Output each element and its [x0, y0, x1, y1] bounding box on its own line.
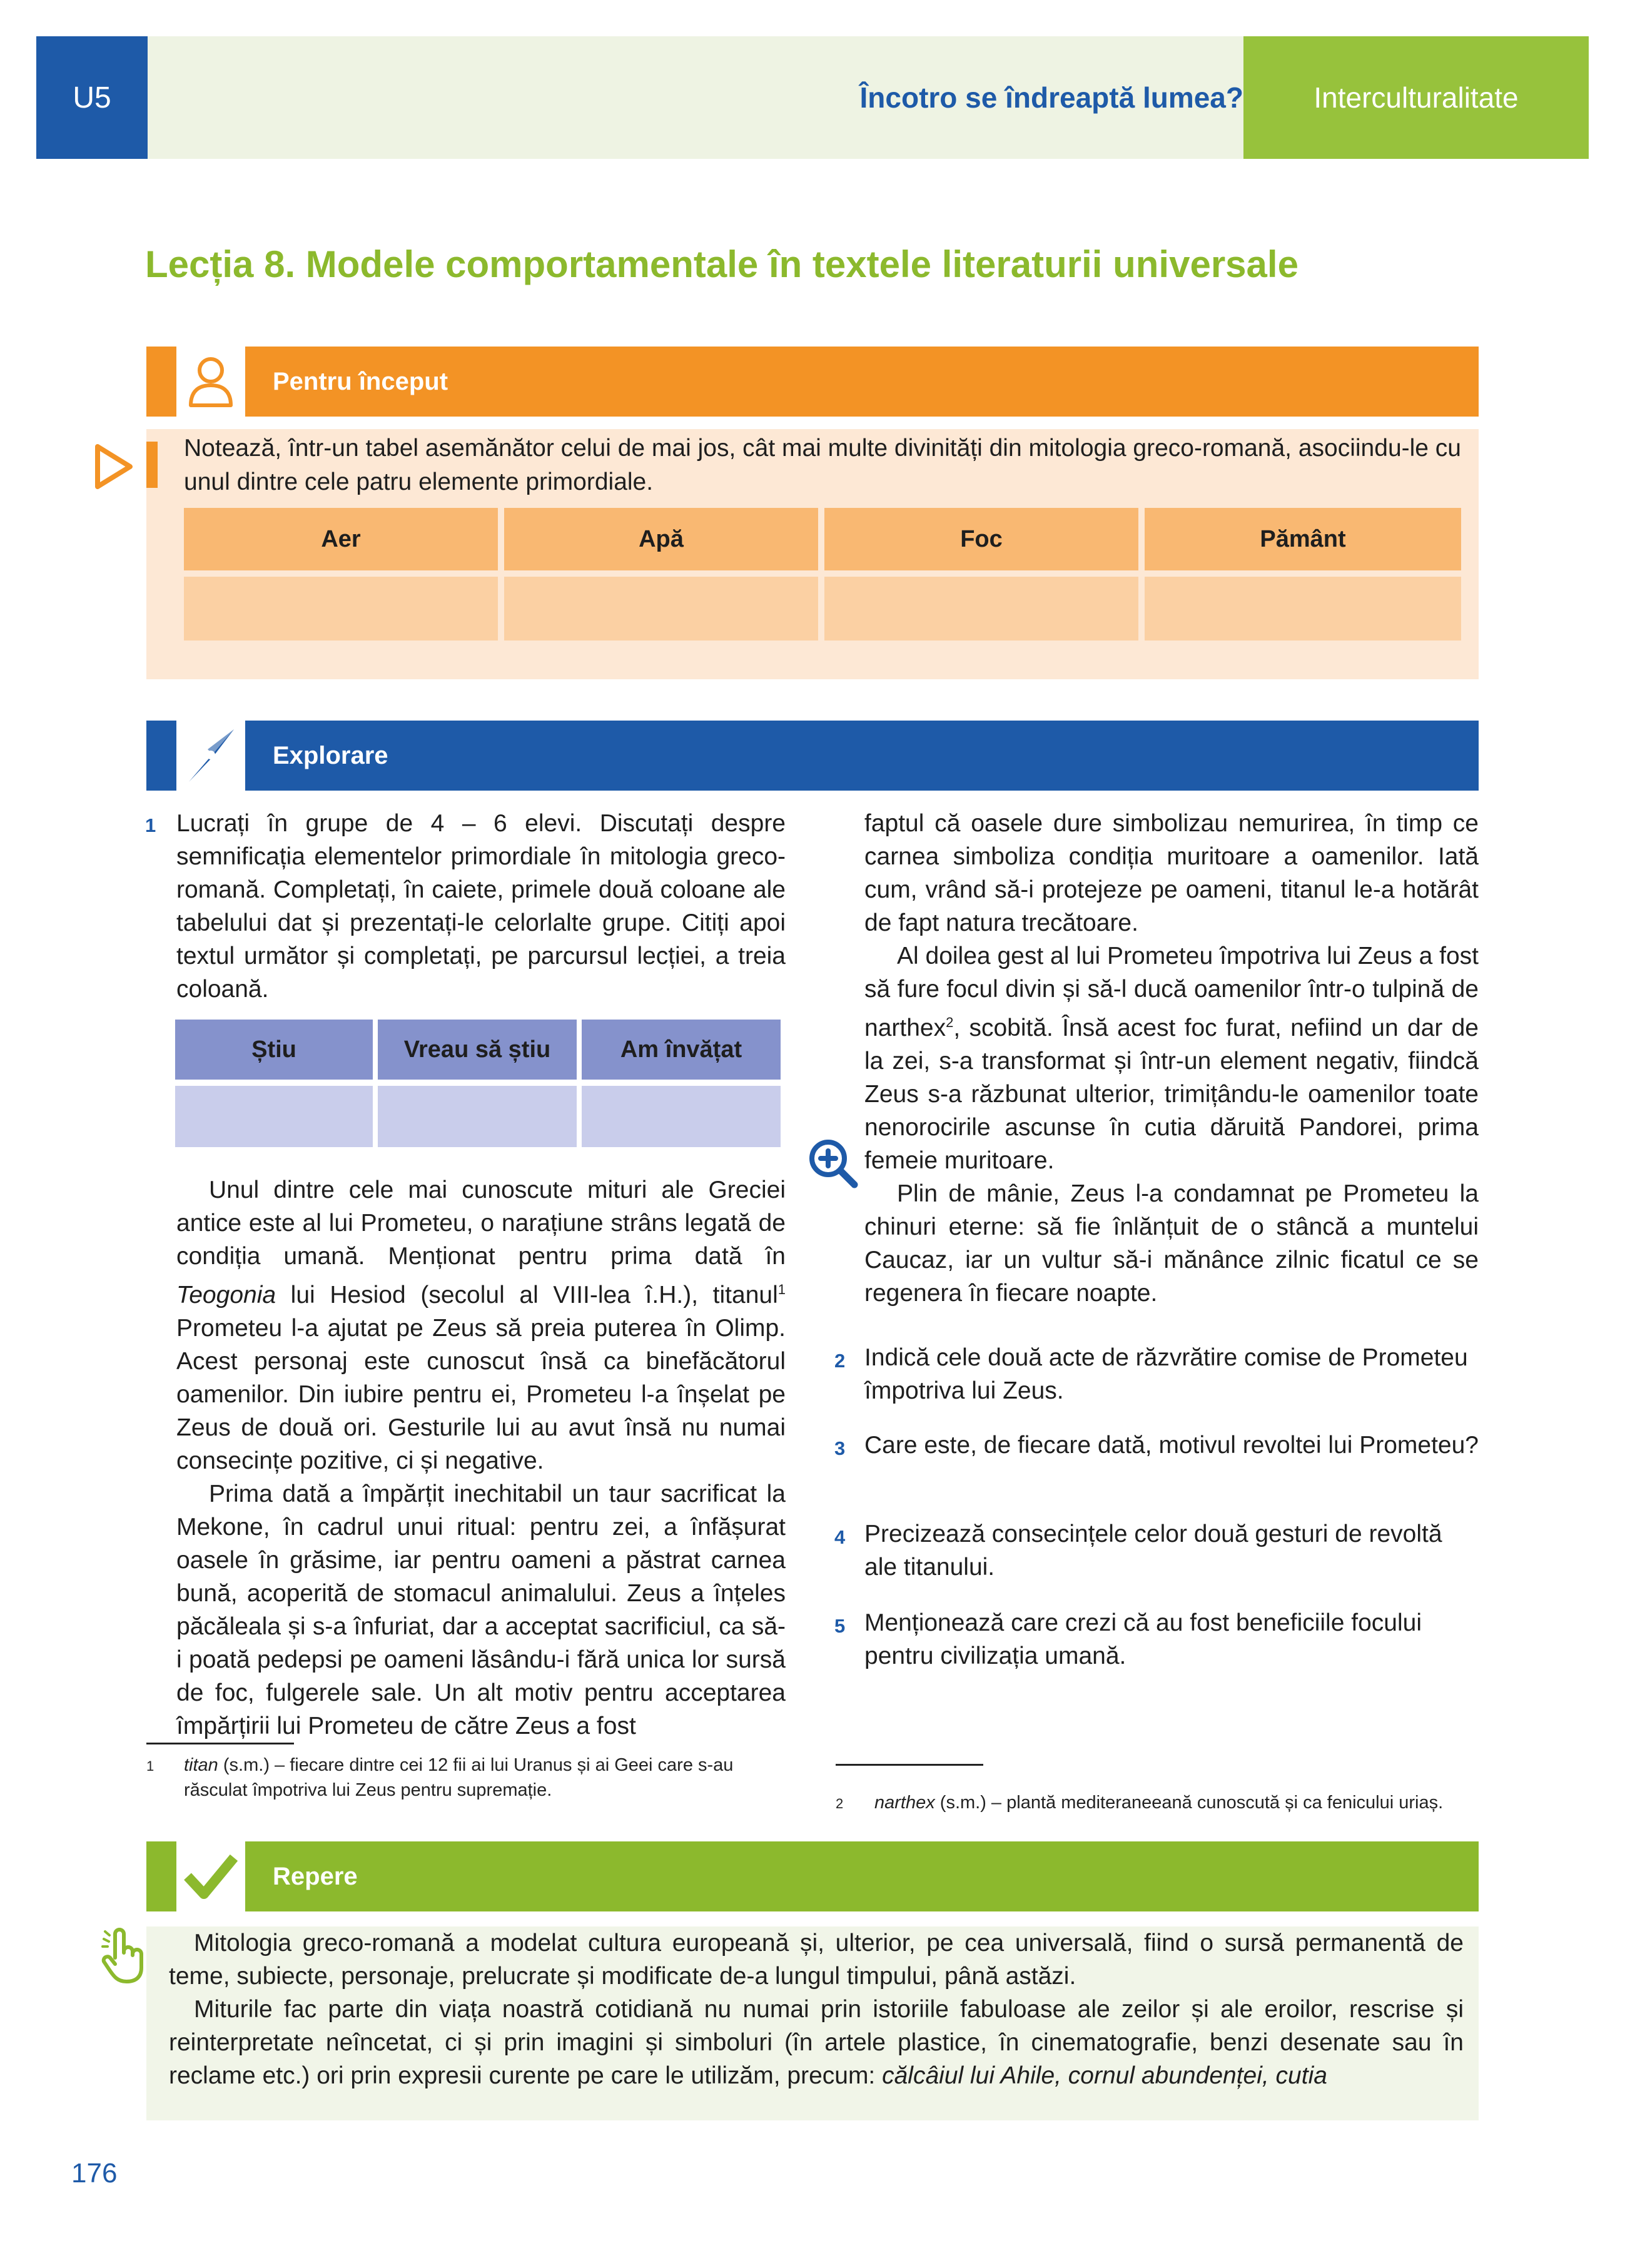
- kwl-cell: [582, 1086, 781, 1147]
- left-column-text: [176, 1173, 786, 1743]
- repere-bar-side: [146, 1841, 176, 1911]
- question-2: Indică cele două acte de răzvrătire comise de Prometeu împotriva lui Zeus.: [864, 1344, 1468, 1404]
- question-number: 1: [145, 814, 156, 836]
- unit-label: U5: [36, 36, 148, 159]
- play-icon: [93, 442, 136, 495]
- start-heading: Pentru început: [245, 347, 1479, 417]
- table-cell: [184, 577, 498, 640]
- person-icon: [176, 347, 245, 417]
- paragraph: Plin de mânie, Zeus l-a condamnat pe Prometeu la chinuri eterne: să fie înlănțuit de o stâncă a muntelui Caucaz, iar un vultur să-i mănânce zilnic ficatul ce se regenera în fiecare noapte.: [864, 1180, 1479, 1307]
- section-label: Interculturalitate: [1243, 36, 1589, 159]
- question-4: Precizează consecințele celor două gesturi de revoltă ale titanului.: [864, 1521, 1442, 1581]
- question-number: 5: [834, 1615, 846, 1637]
- kwl-header-know: Știu: [175, 1020, 373, 1080]
- kwl-header-learned: Am învățat: [582, 1020, 781, 1080]
- question-number: 3: [834, 1437, 846, 1459]
- start-bar-side: [146, 347, 176, 417]
- footnote-1: titan (s.m.) – fiecare dintre cei 12 fii ai lui Uranus și ai Geei care s-au răsculat împotriva lui Zeus pentru supremație.: [184, 1755, 734, 1800]
- lesson-title: Lecția 8. Modele comportamentale în textele literaturii universale: [145, 243, 1298, 285]
- chapter-title: Încotro se îndreaptă lumea?: [859, 81, 1243, 114]
- table-header-pamant: Pământ: [1145, 508, 1461, 570]
- repere-text: [169, 1926, 1464, 2092]
- question-1: Lucrați în grupe de 4 – 6 elevi. Discutați despre semnificația elementelor primordiale în mitologia greco-romană. Completați, în caiete, primele două coloane ale tabelului dat și prezentați-le celorlalte grupe. Citiți apoi textul următor și completați, pe parcursul lecției, a treia coloană.: [176, 810, 786, 1003]
- question-5: Menționează care crezi că au fost beneficiile focului pentru civilizația umană.: [864, 1609, 1422, 1669]
- table-header-apa: Apă: [504, 508, 818, 570]
- question-number: 4: [834, 1526, 846, 1548]
- hand-pointer-icon: [98, 1928, 148, 1987]
- zoom-in-icon: [807, 1137, 859, 1193]
- table-cell: [504, 577, 818, 640]
- page-number: 176: [71, 2158, 118, 2189]
- explore-heading: Explorare: [245, 721, 1479, 791]
- table-cell: [824, 577, 1138, 640]
- kwl-cell: [175, 1086, 373, 1147]
- paragraph: Miturile fac parte din viața noastră cotidiană nu numai prin istoriile fabuloase ale zeilor și ale eroilor, rescrise și reinterpretate neîncetat, ci și prin imagini și simboluri (în artele plastice, în cinematografie, benzi desenate sau în reclame etc.) ori prin expresii curente pe care le utilizăm, precum: călcâiul lui Ahile, cornul abundenței, cutia: [169, 1996, 1464, 2089]
- right-column-text: [864, 807, 1479, 1310]
- paragraph: Prima dată a împărțit inechitabil un taur sacrificat la Mekone, în cadrul unui ritual: pentru zei, a înfășurat oasele în grăsime, iar pentru oameni a păstrat carnea bună, acoperită de stomacul animalului. Zeus a înțeles păcăleala și s-a înfuriat, dar a acceptat sacrificiul, ca să-i poată pedepsi pe oameni lăsându-i fără unica lor sursă de foc, fulgerele sale. Un alt motiv pentru acceptarea împărțirii lui Prometeu de către Zeus a fost: [176, 1481, 786, 1739]
- checkmark-icon: [176, 1841, 245, 1911]
- footnote-number: 2: [836, 1796, 844, 1811]
- paragraph: Al doilea gest al lui Prometeu împotriva lui Zeus a fost să fure focul divin și să-l ducă oamenilor într-o tulpină de narthex$^2$, scobită. Însă acest foc furat, nefiind un dar de la zei, s-a transformat și într-un element negativ, fiindcă Zeus s-a răzbunat ulterior, trimițându-le oamenilor toate nenorocirile ascunse în cutia dăruită Pandorei, prima femeie muritoare.: [864, 943, 1479, 1174]
- paragraph: faptul că oasele dure simbolizau nemurirea, în timp ce carnea simboliza condiția muritoare a oamenilor. Iată cum, vrând să-i protejeze pe oameni, titanul le-a hotărât de fapt natura trecătoare.: [864, 810, 1479, 936]
- paragraph: Unul dintre cele mai cunoscute mituri ale Greciei antice este al lui Prometeu, o narațiune strâns legată de condiția umană. Menționat pentru prima dată în Teogonia lui Hesiod (secolul al VIII-lea î.H.), titanul$^1$ Prometeu l-a ajutat pe Zeus să preia puterea în Olimp. Acest personaj este cunoscut însă ca binefăcătorul oamenilor. Din iubire pentru ei, Prometeu l-a înșelat pe Zeus de două ori. Gesturile lui au avut însă nu numai consecințe pozitive, ci și negative.: [176, 1177, 786, 1474]
- start-marker: [146, 442, 158, 488]
- footnote-rule: [146, 1743, 294, 1744]
- footnote-number: 1: [146, 1758, 154, 1774]
- explore-bar-side: [146, 721, 176, 791]
- footnote-rule: [836, 1764, 983, 1766]
- table-cell: [1145, 577, 1461, 640]
- start-instruction: Notează, într-un tabel asemănător celui de mai jos, cât mai multe divinități din mitologia greco-romană, asociindu-le cu unul dintre cele patru elemente primordiale.: [184, 435, 1461, 495]
- question-3: Care este, de fiecare dată, motivul revoltei lui Prometeu?: [864, 1432, 1479, 1459]
- repere-heading: Repere: [245, 1841, 1479, 1911]
- kwl-cell: [378, 1086, 577, 1147]
- table-header-foc: Foc: [824, 508, 1138, 570]
- kwl-header-want: Vreau să știu: [378, 1020, 577, 1080]
- footnote-2: narthex (s.m.) – plantă mediteraneeană cunoscută și ca fenicului uriaș.: [874, 1793, 1444, 1813]
- compass-icon: [176, 721, 245, 791]
- paragraph: Mitologia greco-romană a modelat cultura europeană și, ulterior, pe cea universală, fiind o sursă permanentă de teme, subiecte, personaje, prelucrate și modificate de-a lungul timpului, până astăzi.: [169, 1930, 1464, 1990]
- table-header-aer: Aer: [184, 508, 498, 570]
- question-number: 2: [834, 1350, 846, 1372]
